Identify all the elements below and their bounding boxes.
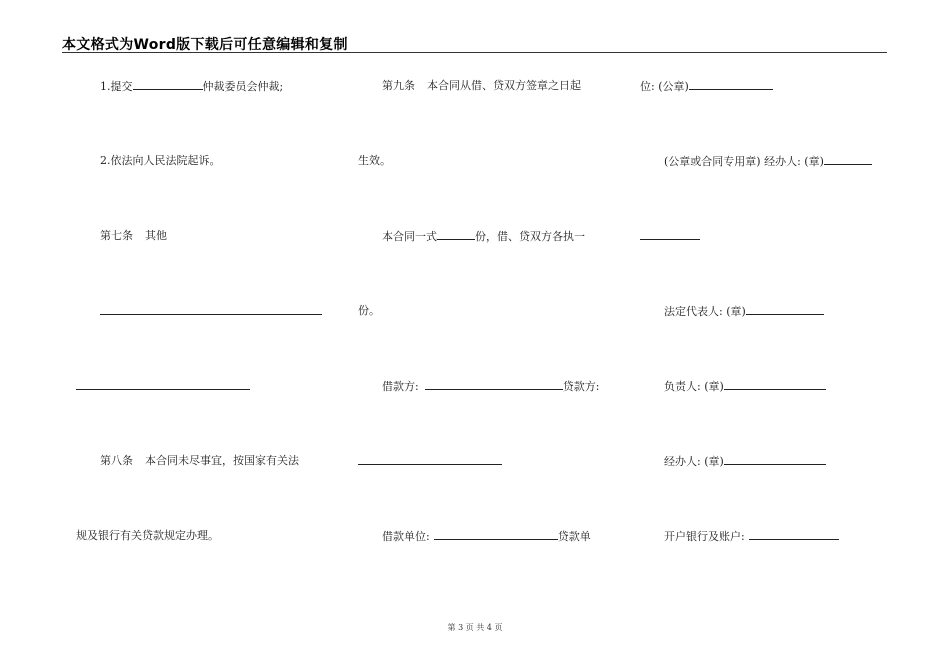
text: 仲裁委员会仲裁; bbox=[202, 80, 284, 93]
article-text: 本合同从借、贷双方签章之日起 bbox=[427, 79, 581, 92]
fill-blank bbox=[437, 229, 475, 240]
fill-blank bbox=[100, 304, 322, 315]
fill-blank bbox=[133, 79, 203, 90]
text: 份，借、贷双方各执一 bbox=[475, 230, 585, 243]
header-divider bbox=[62, 52, 887, 53]
text: 本合同一式 bbox=[382, 230, 437, 243]
lender-label: 贷款方: bbox=[562, 380, 600, 393]
col2-borrower-unit bbox=[382, 529, 591, 544]
fill-blank bbox=[76, 379, 250, 390]
col3-bank-account bbox=[664, 529, 839, 544]
article-number: 第七条 bbox=[100, 229, 133, 242]
article-text: 本合同未尽事宜，按国家有关法 bbox=[145, 454, 299, 467]
text: 经办人: (章) bbox=[664, 455, 724, 468]
article-number: 第八条 bbox=[100, 454, 133, 467]
col2-effective: 生效。 bbox=[358, 154, 391, 167]
page-header-title: 本文格式为Word版下载后可任意编辑和复制 bbox=[62, 37, 348, 53]
text: 负责人: (章) bbox=[664, 380, 724, 393]
col2-blank-line bbox=[358, 454, 502, 469]
fill-blank bbox=[724, 454, 826, 465]
text: (公章或合同专用章) 经办人: (章) bbox=[664, 155, 824, 168]
fill-blank bbox=[746, 304, 824, 315]
fill-blank bbox=[724, 379, 826, 390]
col3-handler bbox=[664, 454, 826, 469]
col1-line-court: 2.依法向人民法院起诉。 bbox=[100, 154, 221, 167]
fill-blank bbox=[689, 79, 773, 90]
text: 法定代表人: (章) bbox=[664, 305, 746, 318]
col2-article-nine bbox=[382, 79, 581, 93]
fill-blank bbox=[358, 454, 502, 465]
col1-blank-line-2 bbox=[76, 379, 250, 394]
text: 开户银行及账户: bbox=[664, 530, 745, 543]
borrower-unit-label: 借款单位: bbox=[382, 530, 430, 543]
col3-contract-seal bbox=[664, 154, 872, 169]
col1-article-eight bbox=[100, 454, 299, 468]
col3-person-in-charge bbox=[664, 379, 826, 394]
text: 位: (公章) bbox=[640, 80, 689, 93]
fill-blank bbox=[425, 379, 563, 390]
fill-blank bbox=[749, 529, 839, 540]
borrower-label: 借款方: bbox=[382, 380, 419, 393]
col1-blank-line bbox=[100, 304, 322, 319]
text: 1.提交 bbox=[100, 80, 133, 93]
col3-legal-rep bbox=[664, 304, 824, 319]
col1-line-submit-arbitration bbox=[100, 79, 283, 94]
col2-copies-end: 份。 bbox=[358, 304, 380, 317]
col3-unit-seal bbox=[640, 79, 773, 94]
fill-blank bbox=[640, 229, 700, 240]
col1-article-eight-cont: 规及银行有关贷款规定办理。 bbox=[76, 529, 219, 542]
article-title: 其他 bbox=[145, 229, 167, 242]
article-number: 第九条 bbox=[382, 79, 415, 92]
col3-blank-line bbox=[640, 229, 700, 244]
fill-blank bbox=[434, 529, 558, 540]
col1-article-seven bbox=[100, 229, 167, 243]
page-number-footer: 第 3 页 共 4 页 bbox=[447, 623, 503, 632]
col2-borrower-lender bbox=[382, 379, 599, 394]
fill-blank bbox=[824, 154, 872, 165]
lender-unit-label: 贷款单 bbox=[557, 530, 591, 543]
col2-copies bbox=[382, 229, 585, 244]
